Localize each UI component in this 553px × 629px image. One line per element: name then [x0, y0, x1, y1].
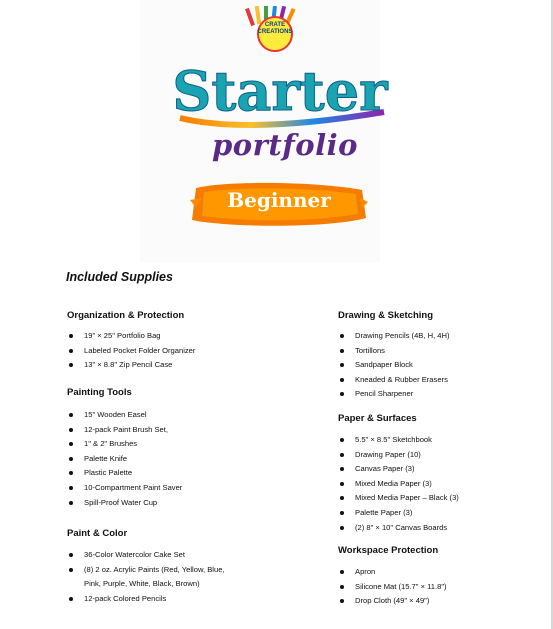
- category-title: Painting Tools: [67, 387, 132, 398]
- list-item: 12-pack Paint Brush Set,: [67, 425, 182, 440]
- list-item: Tortillons: [338, 346, 450, 361]
- list-item: Silicone Mat (15.7" × 11.8"): [338, 582, 447, 597]
- list-item: Labeled Pocket Folder Organizer: [67, 346, 195, 361]
- list-item-continuation: Pink, Purple, White, Black, Brown): [84, 579, 200, 589]
- category-title: Paint & Color: [67, 528, 128, 539]
- list-item: 36-Color Watercolor Cake Set: [67, 550, 225, 565]
- list-item: (2) 8" × 10" Canvas Boards: [338, 523, 459, 538]
- category-title: Drawing & Sketching: [338, 310, 434, 321]
- list-item: 12-pack Colored Pencils: [67, 594, 225, 609]
- level-label: Beginner: [227, 188, 331, 212]
- list-item: 5.5" × 8.5" Sketchbook: [338, 435, 459, 450]
- crate-logo-text: CRATE CREATIONS: [257, 22, 293, 35]
- list-item: 15" Wooden Easel: [67, 410, 182, 425]
- item-list: [338, 331, 450, 404]
- list-item: Mixed Media Paper – Black (3): [338, 493, 459, 508]
- list-item: Palette Paper (3): [338, 508, 459, 523]
- list-item: (8) 2 oz. Acrylic Paints (Red, Yellow, Blue,: [67, 565, 225, 580]
- item-list: [67, 410, 182, 512]
- list-item: Kneaded & Rubber Erasers: [338, 375, 450, 390]
- list-item: Sandpaper Block: [338, 360, 450, 375]
- list-item: 10-Compartment Paint Saver: [67, 483, 182, 498]
- list-item: 19" × 25" Portfolio Bag: [67, 331, 195, 346]
- category-title: Paper & Surfaces: [338, 413, 417, 424]
- category-title: Organization & Protection: [67, 310, 185, 321]
- list-item: 13" × 8.8" Zip Pencil Case: [67, 360, 195, 375]
- list-item: Apron: [338, 567, 447, 582]
- item-list: [338, 435, 459, 537]
- item-list: [338, 567, 447, 611]
- list-item: Canvas Paper (3): [338, 464, 459, 479]
- starter-title: Starter: [172, 60, 388, 123]
- category-title: Workspace Protection: [338, 545, 439, 556]
- item-list: [67, 550, 225, 608]
- list-item: Spill-Proof Water Cup: [67, 498, 182, 513]
- list-item: Plastic Palette: [67, 468, 182, 483]
- list-item: 1" & 2" Brushes: [67, 439, 182, 454]
- list-item: Drop Cloth (49" × 49"): [338, 596, 447, 611]
- list-item: Palette Knife: [67, 454, 182, 469]
- list-item: Drawing Paper (10): [338, 450, 459, 465]
- portfolio-subtitle: portfolio: [212, 128, 358, 162]
- list-item: Pencil Sharpener: [338, 389, 450, 404]
- list-item: Drawing Pencils (4B, H, 4H): [338, 331, 450, 346]
- starter-wordmark: [170, 60, 390, 130]
- list-item: Mixed Media Paper (3): [338, 479, 459, 494]
- item-list: [67, 331, 195, 375]
- section-title: Included Supplies: [66, 270, 173, 284]
